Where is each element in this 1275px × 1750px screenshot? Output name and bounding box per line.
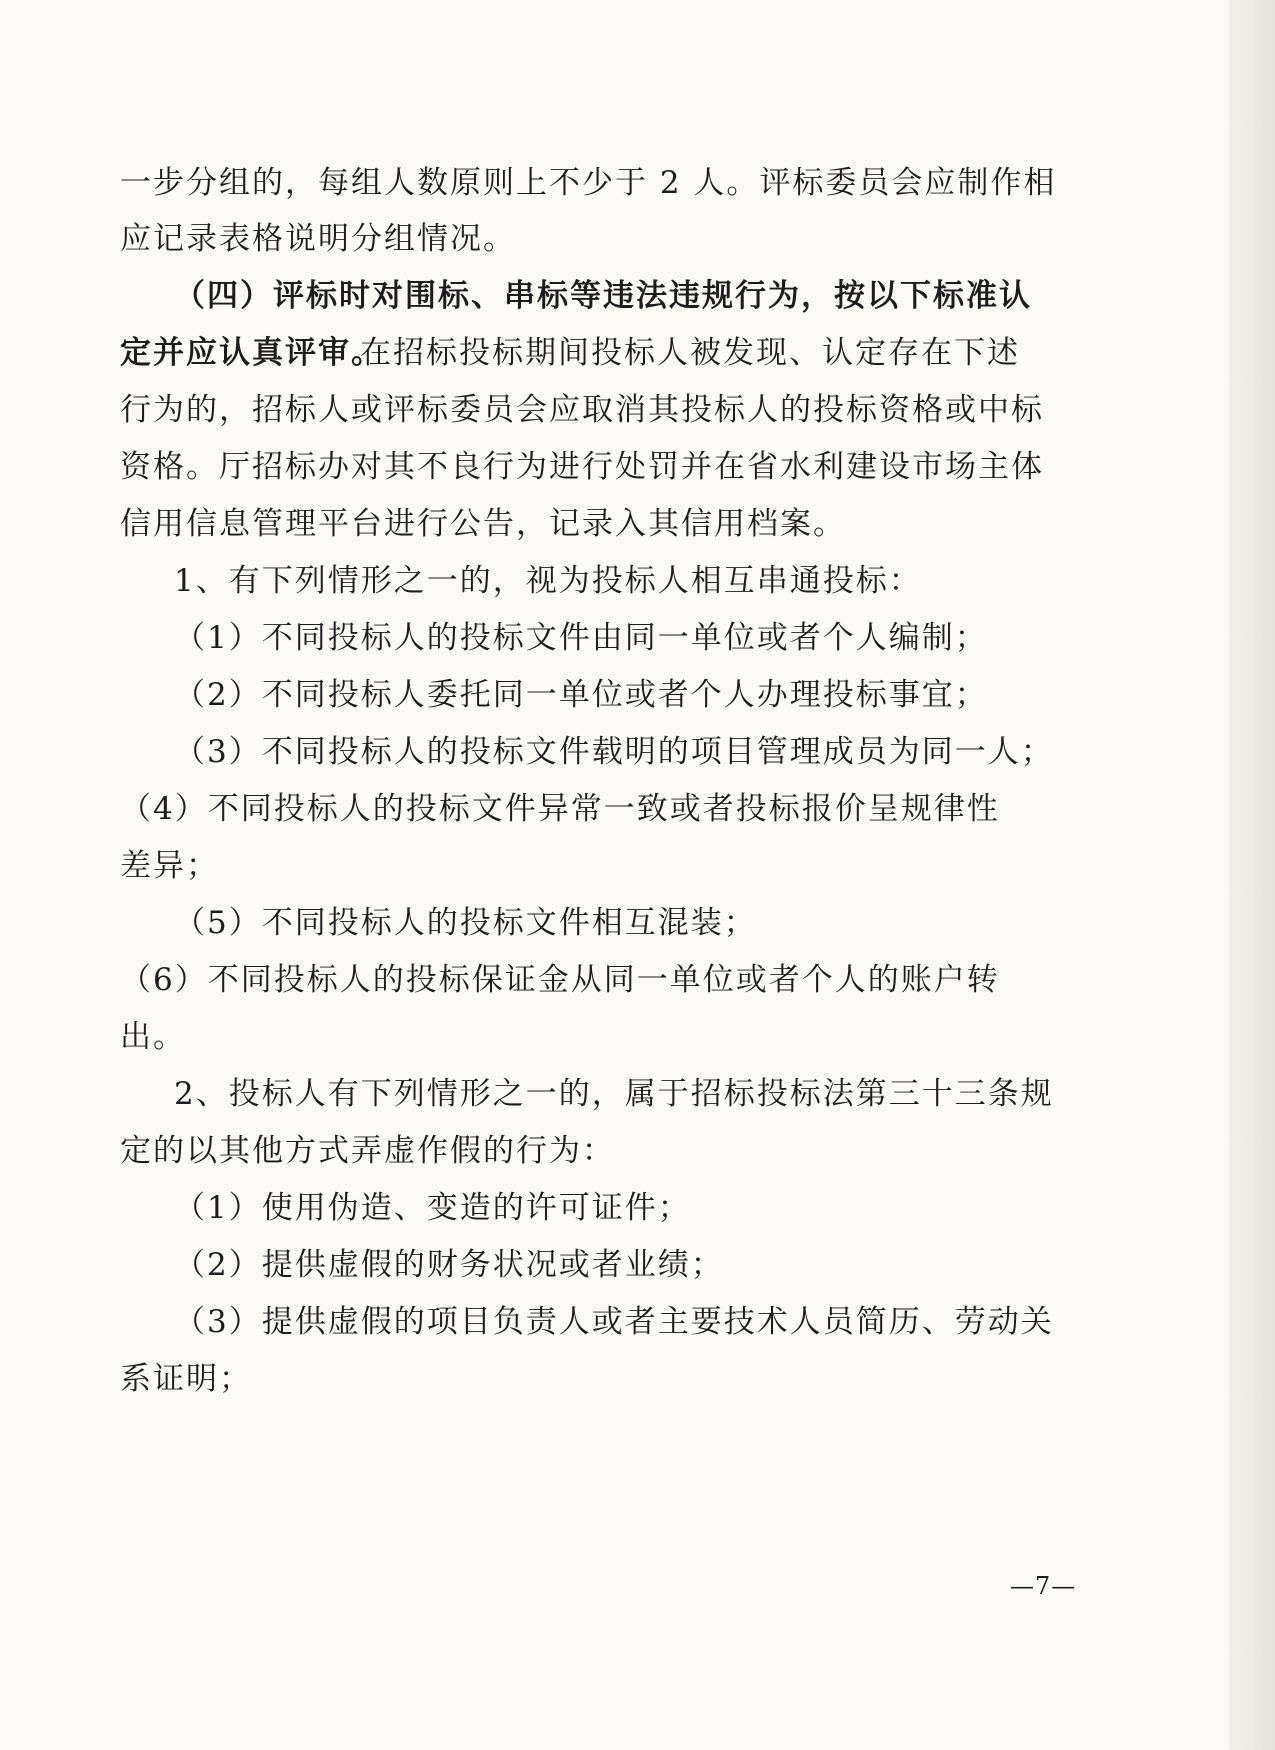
list-item: （1）使用伪造、变造的许可证件； bbox=[174, 1190, 691, 1226]
text-line: 应记录表格说明分组情况。 bbox=[120, 221, 516, 257]
text-line: 行为的，招标人或评标委员会应取消其投标人的投标资格或中标 bbox=[120, 392, 1044, 428]
list-item: （6）不同投标人的投标保证金从同一单位或者个人的账户转 bbox=[120, 962, 1000, 998]
list-heading-continuation: 定的以其他方式弄虚作假的行为： bbox=[120, 1133, 615, 1169]
list-item: （2）不同投标人委托同一单位或者个人办理投标事宜； bbox=[174, 677, 988, 713]
page-number: —7— bbox=[1010, 1572, 1077, 1600]
list-item: （3）提供虚假的项目负责人或者主要技术人员简历、劳动关 bbox=[174, 1304, 1054, 1340]
list-item: （5）不同投标人的投标文件相互混装； bbox=[174, 905, 757, 941]
list-item: （4）不同投标人的投标文件异常一致或者投标报价呈规律性 bbox=[120, 791, 1000, 827]
list-heading: 1、有下列情形之一的，视为投标人相互串通投标： bbox=[174, 563, 922, 599]
text-line: 资格。厅招标办对其不良行为进行处罚并在省水利建设市场主体 bbox=[120, 449, 1044, 485]
text-line: 在招标投标期间投标人被发现、认定存在下述 bbox=[360, 335, 1020, 371]
list-item: （1）不同投标人的投标文件由同一单位或者个人编制； bbox=[174, 620, 988, 656]
text-line: 信用信息管理平台进行公告，记录入其信用档案。 bbox=[120, 506, 846, 542]
text-line: 一步分组的，每组人数原则上不少于 2 人。评标委员会应制作相 bbox=[120, 165, 1057, 201]
list-heading: 2、投标人有下列情形之一的，属于招标投标法第三十三条规 bbox=[174, 1076, 1054, 1112]
list-item-continuation: 差异； bbox=[120, 848, 219, 884]
section-heading-line: （四）评标时对围标、串标等违法违规行为，按以下标准认 bbox=[174, 278, 1032, 314]
list-item-continuation: 系证明； bbox=[120, 1361, 252, 1397]
list-item: （2）提供虚假的财务状况或者业绩； bbox=[174, 1247, 724, 1283]
section-heading-line: 定并应认真评审。 bbox=[120, 335, 384, 371]
list-item-continuation: 出。 bbox=[120, 1019, 186, 1055]
list-item: （3）不同投标人的投标文件载明的项目管理成员为同一人； bbox=[174, 734, 1054, 770]
